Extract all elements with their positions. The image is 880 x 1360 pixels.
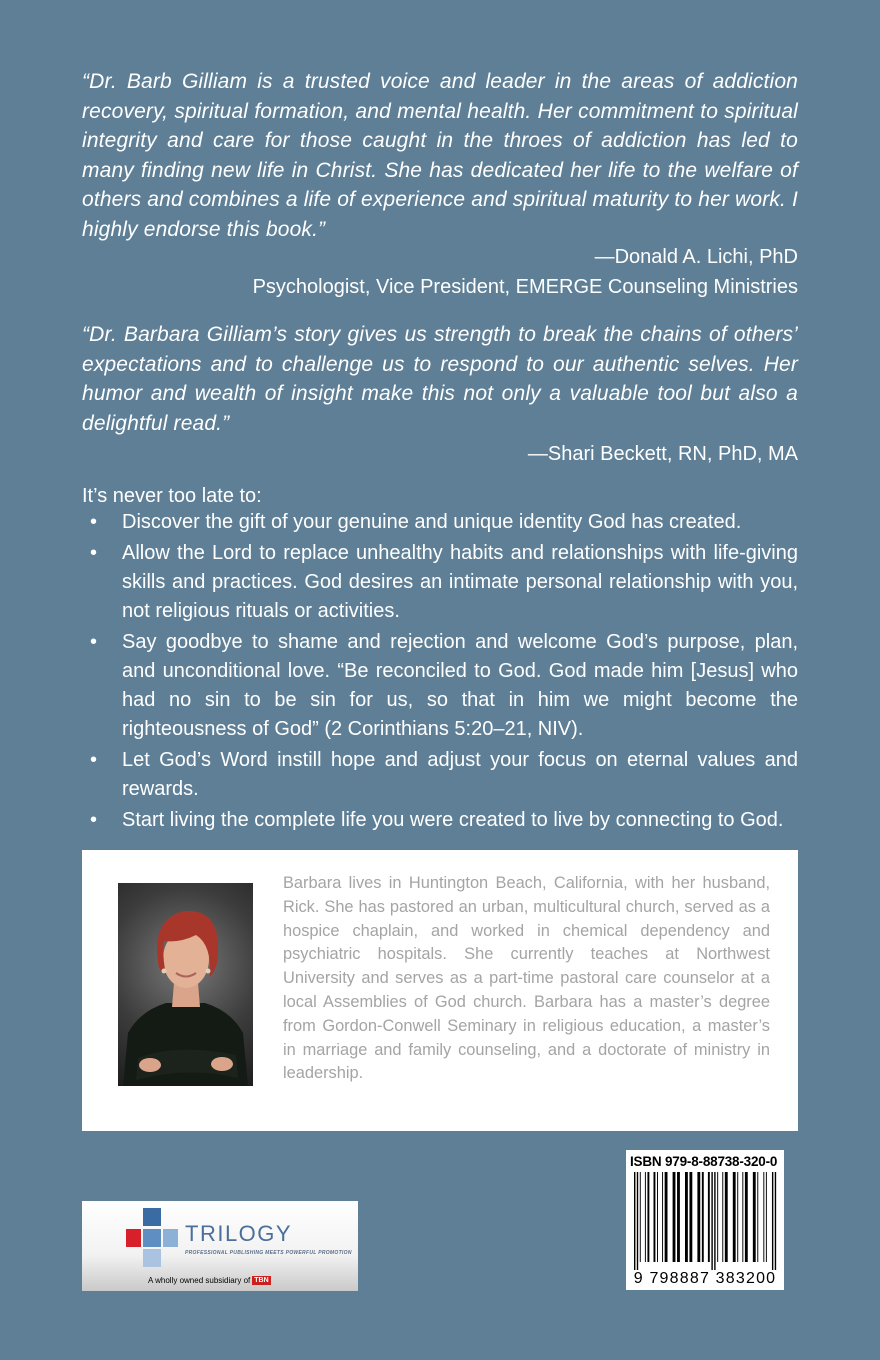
barcode-bar <box>745 1172 748 1262</box>
publisher-logo-box <box>82 1201 358 1291</box>
isbn-barcode-box <box>626 1150 784 1290</box>
tbn-logo: TBN <box>254 1277 269 1285</box>
barcode-bar <box>673 1172 676 1262</box>
trilogy-cross-icon <box>126 1208 178 1270</box>
author-portrait-icon <box>118 883 253 1086</box>
list-item: • Discover the gift of your genuine and unique identity God has created. <box>82 508 798 537</box>
bullet-icon: • <box>90 749 98 771</box>
barcode-bar <box>742 1172 743 1262</box>
barcode-bar <box>753 1172 756 1262</box>
endorsement-quote-2: “Dr. Barbara Gilliam’s story gives us strength to break the chains of others’ expectations and to challenge us to respond to our authentic selves. Her humor and wealth of insight make this not only a valuable tool but also a delightful read.” <box>82 323 798 435</box>
barcode-bar <box>763 1172 764 1262</box>
barcode-bar <box>722 1172 723 1262</box>
barcode-icon <box>632 1172 778 1270</box>
endorsement-quote-1: “Dr. Barb Gilliam is a trusted voice and leader in the areas of addiction recovery, spiritual formation, and mental health. Her commitment to spiritual integrity and care for those caught in the throes of addiction has led to many finding new life in Christ. She has dedicated her life to the welfare of others and combines a life of experience and spiritual maturity to her work. I highly endorse this book.” <box>82 70 798 241</box>
barcode-bar <box>640 1172 641 1262</box>
list-item: • Let God’s Word instill hope and adjust your focus on eternal values and rewards. <box>82 746 798 804</box>
author-bio-panel <box>82 850 798 1131</box>
bullet-icon: • <box>90 511 98 533</box>
barcode-bar <box>708 1172 710 1262</box>
barcode-bar <box>634 1172 635 1270</box>
barcode-bar <box>766 1172 767 1262</box>
barcode-bar <box>697 1172 700 1262</box>
barcode-bar <box>637 1172 638 1270</box>
barcode-bar <box>717 1172 718 1262</box>
barcode-bar <box>772 1172 773 1270</box>
isbn-label: ISBN 979-8-88738-320-0 <box>630 1154 778 1169</box>
barcode-bar <box>645 1172 646 1262</box>
barcode-bar <box>662 1172 663 1262</box>
barcode-number: 9 798887 383200 <box>633 1270 777 1287</box>
endorsement-author-2: —Shari Beckett, RN, PhD, MA <box>527 443 798 465</box>
bullet-icon: • <box>90 631 98 653</box>
publisher-subsidiary: A wholly owned subsidiary of TBN <box>148 1276 269 1285</box>
barcode-bar <box>677 1172 680 1262</box>
endorsement-role-1: Psychologist, Vice President, EMERGE Counseling Ministries <box>252 276 798 298</box>
barcode-bar <box>725 1172 728 1262</box>
barcode-bar <box>702 1172 704 1262</box>
barcode-bar <box>665 1172 668 1262</box>
list-item: • Say goodbye to shame and rejection and welcome God’s purpose, plan, and unconditional love. “Be reconciled to God. God made him [Jesus] who had no sin to be sin for us, so that in him we might become the righteousness of God” (2 Corinthians 5:20–21, NIV). <box>82 628 798 744</box>
barcode-bar <box>714 1172 715 1270</box>
barcode-bar <box>757 1172 758 1262</box>
barcode-bar <box>733 1172 736 1262</box>
benefits-list <box>82 508 798 837</box>
list-item: • Allow the Lord to replace unhealthy habits and relationships with life-giving skills and practices. God desires an intimate personal relationship with you, not religious rituals or activities. <box>82 539 798 626</box>
barcode-bar <box>775 1172 776 1270</box>
benefits-intro: It’s never too late to: <box>82 485 262 507</box>
barcode-bar <box>737 1172 738 1262</box>
barcode-bar <box>647 1172 649 1262</box>
barcode-bar <box>685 1172 688 1262</box>
publisher-name: TRILOGY <box>185 1221 293 1246</box>
barcode-bar <box>711 1172 712 1270</box>
author-photo <box>118 883 253 1086</box>
endorsement-author-1: —Donald A. Lichi, PhD <box>594 246 798 268</box>
list-item: • Start living the complete life you were created to live by connecting to God. <box>82 806 798 835</box>
author-bio-text: Barbara lives in Huntington Beach, California, with her husband, Rick. She has pastored an urban, multicultural church, served as a hospice chaplain, and worked in chemical dependency and psychiatric hospitals. She currently teaches at Northwest University and serves as a part-time pastoral care counselor at a local Assemblies of God church. Barbara has a master’s degree from Gordon-Conwell Seminary in religious education, a master’s in marriage and family counseling, and a doctorate of ministry in leadership. <box>283 874 770 1083</box>
barcode-bar <box>657 1172 658 1262</box>
barcode-bar <box>654 1172 656 1262</box>
barcode-bar <box>689 1172 692 1262</box>
publisher-tagline: PROFESSIONAL PUBLISHING MEETS POWERFUL PROMOTION <box>185 1250 352 1256</box>
bullet-icon: • <box>90 809 98 831</box>
bullet-icon: • <box>90 542 98 564</box>
